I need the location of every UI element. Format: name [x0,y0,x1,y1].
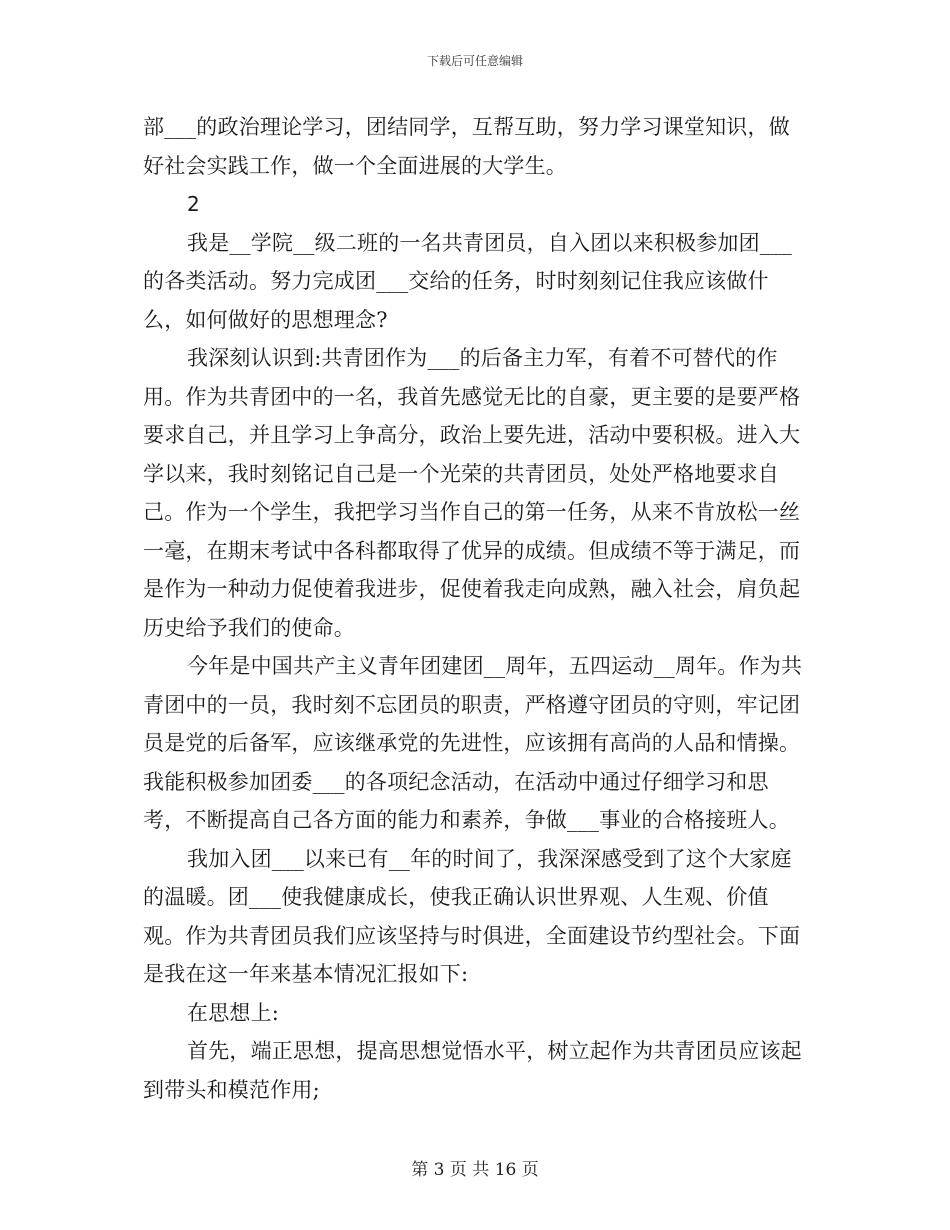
paragraph-2: 我是__学院__级二班的一名共青团员，自入团以来积极参加团___的各类活动。努力完成团___交给的任务，时时刻刻记住我应该做什么，如何做好的思想理念? [143,230,792,332]
page-header: 下载后可任意编辑 [426,54,523,68]
paragraph-3: 我深刻认识到:共青团作为___的后备主力军，有着不可替代的作用。作为共青团中的一名，我首先感觉无比的自豪，更主要的是要严格要求自己，并且学习上争高分，政治上要先进，活动中要积极。进入大学以来，我时刻铭记自己是一个光荣的共青团员，处处严格地要求自己。作为一个学生，我把学习当作自己的第一任务，从来不肯放松一丝一毫，在期末考试中各科都取得了优异的成绩。但成绩不等于满足，而是作为一种动力促使着我进步，促使着我走向成熟，融入社会，肩负起历史给予我们的使命。 [143,346,801,640]
paragraph-4: 今年是中国共产主义青年团建团__周年，五四运动__周年。作为共青团中的一员，我时刻不忘团员的职责，严格遵守团员的守则，牢记团员是党的后备军，应该继承党的先进性，应该拥有高尚的人品和情操。我能积极参加团委___的各项纪念活动，在活动中通过仔细学习和思考，不断提高自己各方面的能力和素养，争做___事业的合格接班人。 [143,654,803,832]
paragraph-6: 在思想上: [187,1000,280,1025]
section-number: 2 [187,192,200,216]
paragraph-1: 部___的政治理论学习，团结同学，互帮互助，努力学习课堂知识，做好社会实践工作，做一个全面进展的大学生。 [143,115,790,178]
page-footer: 第 3 页 共 16 页 [411,1160,539,1180]
paragraph-7: 首先，端正思想，提高思想觉悟水平，树立起作为共青团员应该起到带头和模范作用; [143,1039,802,1102]
paragraph-5: 我加入团___以来已有__年的时间了，我深深感受到了这个大家庭的温暖。团___使我健康成长，使我正确认识世界观、人生观、价值观。作为共青团员我们应该坚持与时俱进，全面建设节约型社会。下面是我在这一年来基本情况汇报如下: [143,846,801,986]
document-body [143,108,807,1109]
